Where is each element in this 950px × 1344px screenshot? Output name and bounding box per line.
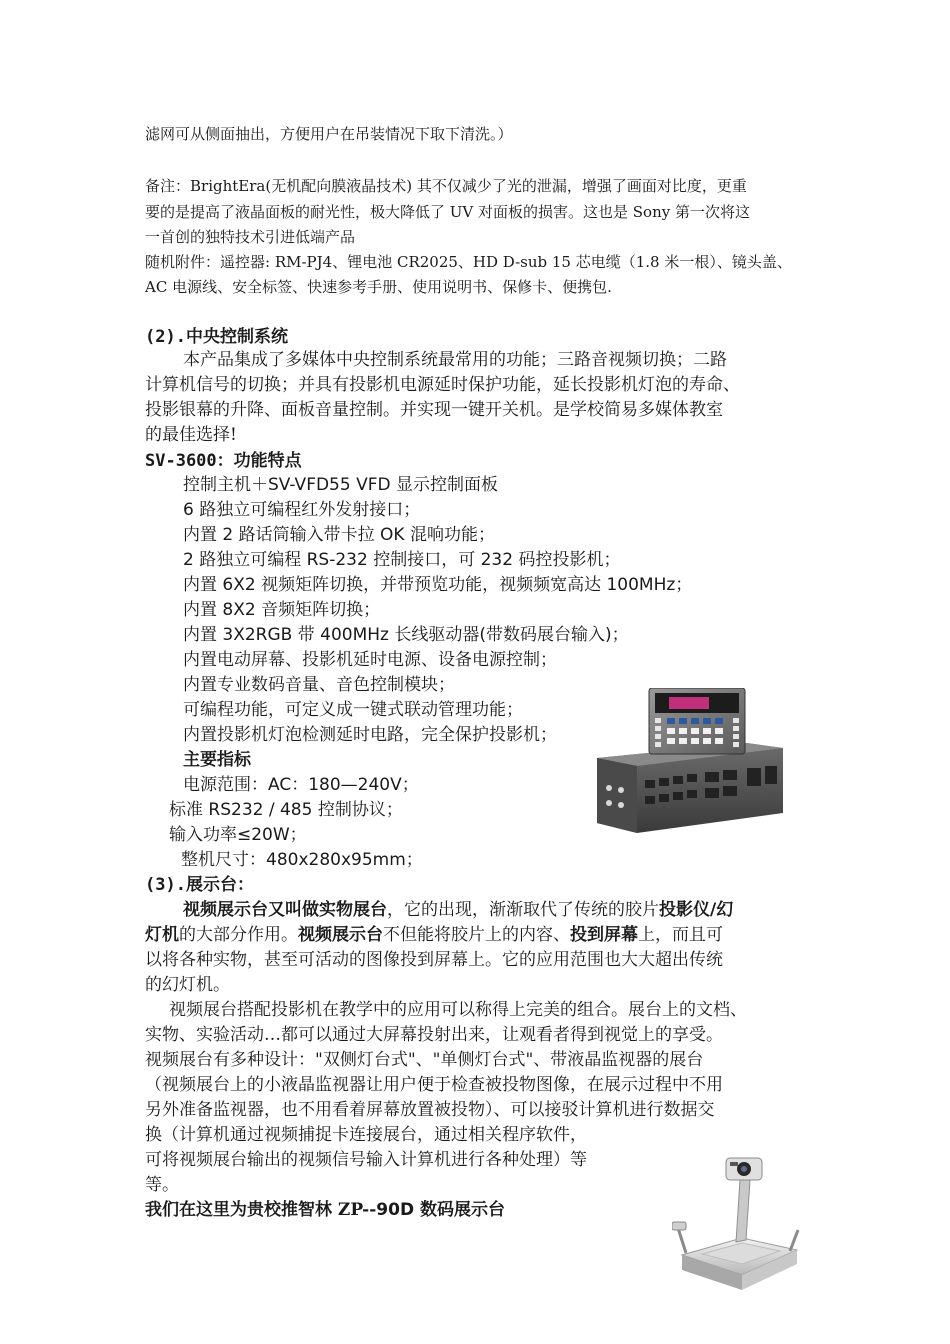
feature-item: 内置 3X2RGB 带 400MHz 长线驱动器(带数码展台输入)； [183,625,629,645]
bold-term: 投到屏幕 [570,925,638,945]
display-para2-line: 等。 [145,1175,179,1195]
spec-line: 标准 RS232 / 485 控制协议； [169,800,403,820]
bold-term: 灯机 [145,925,179,945]
display-para2-line: 另外准备监视器，也不用看着屏幕放置被投物）、可以接驳计算机进行数据交 [145,1100,715,1120]
feature-item: 内置 6X2 视频矩阵切换，并带预览功能，视频频宽高达 100MHz； [183,575,693,595]
central-heading: (2).中央控制系统 [145,327,288,347]
central-para-line-3: 投影银幕的升降、面板音量控制。并实现一键开关机。是学校简易多媒体教室 [145,400,723,420]
display-para-line-4: 的幻灯机。 [145,975,230,995]
spec-heading: 主要指标 [183,750,251,770]
accessories-line-1: 随机附件：遥控器: RM-PJ4、锂电池 CR2025、HD D-sub 15 芯电缆（1.8 米一根）、镜头盖、 [145,253,792,271]
feature-item: 6 路独立可编程红外发射接口； [183,500,421,520]
display-para-line-2: 灯机的大部分作用。视频展示台不但能将胶片上的内容、投到屏幕上，而且可 [145,925,723,945]
spec-line: 整机尺寸：480x280x95mm； [181,850,423,870]
feature-item: 可编程功能，可定义成一键式联动管理功能； [183,700,523,720]
note-line-1: 备注：BrightEra(无机配向膜液晶技术) 其不仅减少了光的泄漏，增强了画面对比度，更重 [145,177,747,195]
spec-line: 输入功率≤20W； [169,825,307,845]
bold-term: 视频展示台又叫做实物展台 [183,900,387,920]
display-para2-line: 可将视频展台输出的视频信号输入计算机进行各种处理）等 [145,1150,587,1170]
note-line-3: 一首创的独特技术引进低端产品 [145,228,356,246]
feature-item: 内置 2 路话筒输入带卡拉 OK 混响功能； [183,525,495,545]
display-para2-line: 视频展台搭配投影机在教学中的应用可以称得上完美的组合。展台上的文档、 [169,1000,747,1020]
feature-item: 控制主机＋SV-VFD55 VFD 显示控制面板 [183,475,498,495]
features-heading: SV-3600：功能特点 [145,451,302,471]
intro-line: 滤网可从侧面抽出，方便用户在吊装情况下取下清洗。） [145,125,513,143]
accessories-line-2: AC 电源线、安全标签、快速参考手册、使用说明书、保修卡、便携包. [145,278,612,296]
display-para2-line: 视频展台有多种设计："双侧灯台式"、"单侧灯台式"、带液晶监视器的展台 [145,1050,704,1070]
spec-line: 电源范围：AC：180—240V； [183,775,419,795]
display-heading: (3).展示台： [145,875,254,895]
feature-item: 内置电动屏幕、投影机延时电源、设备电源控制； [183,650,557,670]
controller-device-image [597,688,783,833]
bold-term: 投影仪/幻 [659,900,734,920]
feature-item: 内置专业数码音量、音色控制模块； [183,675,455,695]
central-para-line-1: 本产品集成了多媒体中央控制系统最常用的功能；三路音视频切换；二路 [183,350,727,370]
feature-item: 内置投影机灯泡检测延时电路，完全保护投影机； [183,725,557,745]
recommendation-line: 我们在这里为贵校推智林 ZP--90D 数码展示台 [145,1200,505,1220]
display-para2-line: （视频展台上的小液晶监视器让用户便于检查被投物图像，在展示过程中不用 [145,1075,723,1095]
visual-presenter-image [672,1150,802,1300]
feature-item: 2 路独立可编程 RS-232 控制接口，可 232 码控投影机； [183,550,621,570]
feature-item: 内置 8X2 音频矩阵切换； [183,600,381,620]
central-para-line-2: 计算机信号的切换；并具有投影机电源延时保护功能，延长投影机灯泡的寿命、 [145,375,740,395]
central-para-line-4: 的最佳选择! [145,425,237,445]
display-para-line-1: 视频展示台又叫做实物展台，它的出现，渐渐取代了传统的胶片投影仪/幻 [183,900,734,920]
bold-term: 视频展示台 [298,925,383,945]
display-para-line-3: 以将各种实物，甚至可活动的图像投到屏幕上。它的应用范围也大大超出传统 [145,950,723,970]
display-para2-line: 换（计算机通过视频捕捉卡连接展台，通过相关程序软件， [145,1125,587,1145]
note-line-2: 要的是提高了液晶面板的耐光性，极大降低了 UV 对面板的损害。这也是 Sony 第一次将这 [145,203,750,221]
display-para2-line: 实物、实验活动…都可以通过大屏幕投射出来，让观看者得到视觉上的享受。 [145,1025,723,1045]
